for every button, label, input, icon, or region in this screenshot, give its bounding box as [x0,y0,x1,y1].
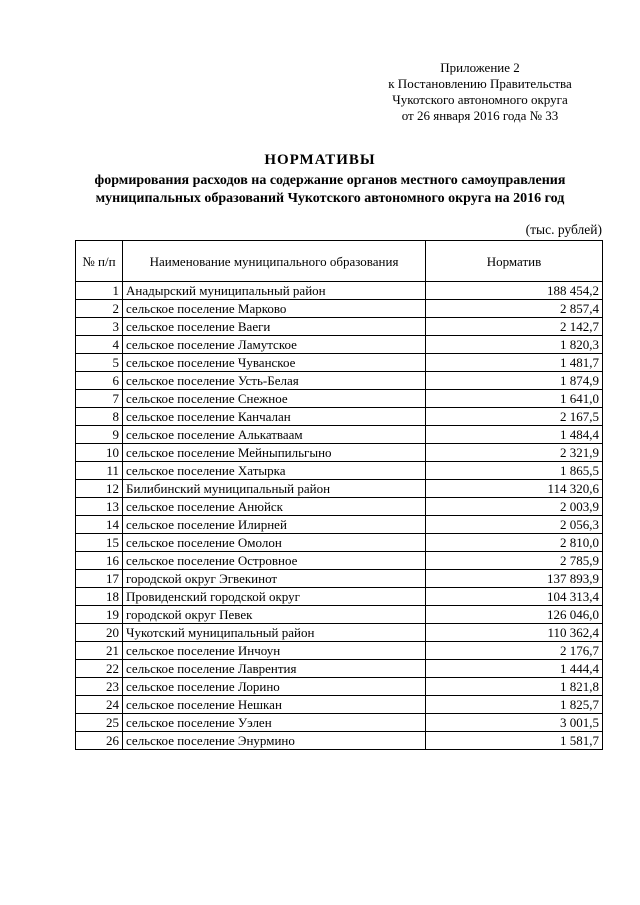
row-number: 25 [76,714,123,732]
annex-line: от 26 января 2016 года № 33 [401,108,559,123]
row-number: 22 [76,660,123,678]
row-name: сельское поселение Мейныпильгыно [123,444,426,462]
row-name: сельское поселение Островное [123,552,426,570]
row-value: 1 820,3 [426,336,603,354]
row-number: 21 [76,642,123,660]
row-name: сельское поселение Хатырка [123,462,426,480]
table-row [76,336,603,354]
row-number: 23 [76,678,123,696]
table-row [76,444,603,462]
row-value: 2 785,9 [426,552,603,570]
subtitle-line: муниципальных образований Чукотского автономного округа на 2016 год [95,191,565,206]
table-row [76,498,603,516]
row-value: 2 142,7 [426,318,603,336]
annex-block [360,60,600,124]
row-value: 1 444,4 [426,660,603,678]
row-value: 1 825,7 [426,696,603,714]
row-number: 14 [76,516,123,534]
row-name: сельское поселение Ламутское [123,336,426,354]
table-row [76,570,603,588]
row-number: 16 [76,552,123,570]
row-name: сельское поселение Илирней [123,516,426,534]
row-value: 2 176,7 [426,642,603,660]
row-number: 17 [76,570,123,588]
row-value: 1 821,8 [426,678,603,696]
table-row [76,552,603,570]
row-name: сельское поселение Марково [123,300,426,318]
document-title: НОРМАТИВЫ [264,152,376,168]
row-name: Чукотский муниципальный район [123,624,426,642]
row-name: сельское поселение Чуванское [123,354,426,372]
header-name: Наименование муниципального образования [123,241,426,282]
table-row [76,588,603,606]
row-value: 1 874,9 [426,372,603,390]
table-row [76,714,603,732]
row-value: 3 001,5 [426,714,603,732]
table-row [76,318,603,336]
row-value: 110 362,4 [426,624,603,642]
table-row [76,696,603,714]
row-value: 2 003,9 [426,498,603,516]
row-value: 114 320,6 [426,480,603,498]
row-value: 2 857,4 [426,300,603,318]
subtitle-line: формирования расходов на содержание органов местного самоуправления [94,173,566,188]
row-name: сельское поселение Лаврентия [123,660,426,678]
row-value: 1 581,7 [426,732,603,750]
row-value: 126 046,0 [426,606,603,624]
document-subtitle [60,172,600,208]
row-value: 1 484,4 [426,426,603,444]
table-row [76,624,603,642]
row-number: 5 [76,354,123,372]
row-number: 3 [76,318,123,336]
row-value: 2 810,0 [426,534,603,552]
row-value: 2 167,5 [426,408,603,426]
table-row [76,732,603,750]
header-number: № п/п [76,241,123,282]
table-row [76,408,603,426]
row-name: сельское поселение Канчалан [123,408,426,426]
row-number: 10 [76,444,123,462]
row-name: сельское поселение Нешкан [123,696,426,714]
table-row [76,300,603,318]
row-name: Билибинский муниципальный район [123,480,426,498]
row-number: 18 [76,588,123,606]
table-row [76,642,603,660]
row-name: сельское поселение Инчоун [123,642,426,660]
row-name: сельское поселение Омолон [123,534,426,552]
row-name: Анадырский муниципальный район [123,282,426,300]
row-number: 4 [76,336,123,354]
table-row [76,480,603,498]
row-value: 137 893,9 [426,570,603,588]
table-row [76,354,603,372]
annex-line: Чукотского автономного округа [392,92,568,107]
table-row [76,372,603,390]
row-name: городской округ Певек [123,606,426,624]
row-number: 20 [76,624,123,642]
row-number: 19 [76,606,123,624]
row-number: 11 [76,462,123,480]
annex-line: Приложение 2 [440,60,520,75]
table-row [76,606,603,624]
table-row [76,462,603,480]
row-name: сельское поселение Уэлен [123,714,426,732]
row-value: 1 481,7 [426,354,603,372]
row-name: городской округ Эгвекинот [123,570,426,588]
norms-table [75,240,603,750]
row-number: 24 [76,696,123,714]
row-name: сельское поселение Усть-Белая [123,372,426,390]
row-name: сельское поселение Ваеги [123,318,426,336]
row-name: сельское поселение Энурмино [123,732,426,750]
units-label: (тыс. рублей) [525,222,602,237]
table-header-row [76,241,603,282]
annex-line: к Постановлению Правительства [388,76,572,91]
row-number: 9 [76,426,123,444]
row-name: сельское поселение Лорино [123,678,426,696]
row-value: 1 641,0 [426,390,603,408]
table-row [76,678,603,696]
table-row [76,390,603,408]
row-name: сельское поселение Анюйск [123,498,426,516]
row-number: 7 [76,390,123,408]
row-value: 2 321,9 [426,444,603,462]
row-number: 13 [76,498,123,516]
row-number: 1 [76,282,123,300]
row-value: 1 865,5 [426,462,603,480]
header-value: Норматив [426,241,603,282]
row-number: 6 [76,372,123,390]
row-name: сельское поселение Снежное [123,390,426,408]
row-value: 2 056,3 [426,516,603,534]
table-row [76,660,603,678]
row-number: 15 [76,534,123,552]
row-number: 2 [76,300,123,318]
row-number: 12 [76,480,123,498]
row-name: Провиденский городской округ [123,588,426,606]
table-row [76,516,603,534]
table-row [76,282,603,300]
row-value: 104 313,4 [426,588,603,606]
row-number: 26 [76,732,123,750]
row-name: сельское поселение Алькатваам [123,426,426,444]
table-row [76,426,603,444]
row-value: 188 454,2 [426,282,603,300]
table-body [76,282,603,750]
table-row [76,534,603,552]
row-number: 8 [76,408,123,426]
